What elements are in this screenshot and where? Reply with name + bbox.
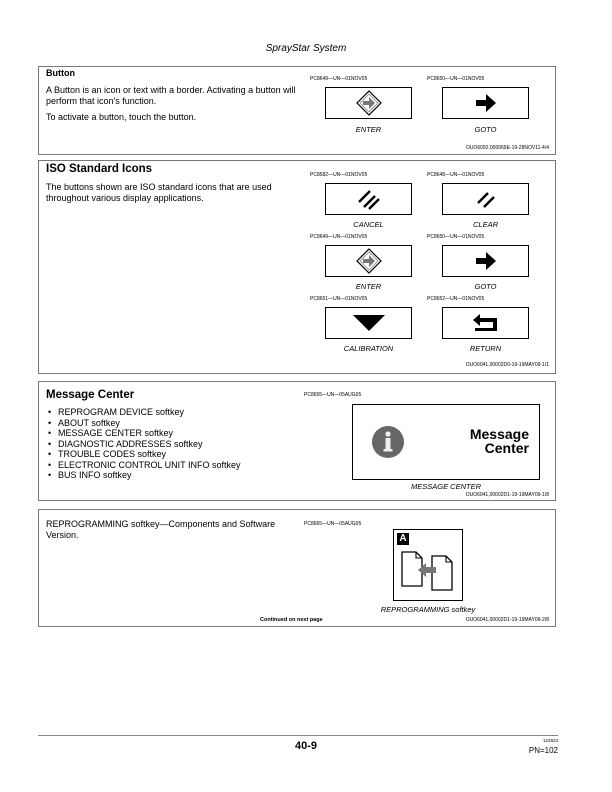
list-item: • TROUBLE CODES softkey (46, 449, 296, 460)
reference-code: OUO6041,00002D0-19-19MAY09-1/1 (465, 362, 549, 368)
section-paragraph: REPROGRAMMING softkey—Components and Software Version. (46, 519, 276, 540)
reference-code: OUO6041,00002D1-19-19MAY09-1/8 (465, 492, 549, 498)
figure-caption: RETURN (469, 344, 502, 353)
goto-button[interactable] (442, 87, 529, 119)
figure-caption: CALIBRATION (343, 344, 394, 353)
enter-diamond-arrow-icon (356, 248, 382, 274)
figure-caption: REPROGRAMMING softkey (380, 605, 476, 614)
reprogramming-softkey[interactable] (393, 529, 463, 601)
single-slash-icon (474, 187, 498, 211)
figure-caption: ENTER (355, 282, 382, 291)
enter-button[interactable] (325, 87, 412, 119)
figure-code: PC8649—UN—01NOV05 (310, 76, 368, 82)
badge-a: A (397, 533, 409, 545)
message-center-label: Message (469, 426, 529, 442)
reprogramming-section (38, 509, 556, 627)
info-circle-icon (371, 425, 405, 459)
enter-button[interactable] (325, 245, 412, 277)
message-center-button[interactable] (352, 404, 540, 480)
part-number: PN=102 (528, 746, 558, 755)
reprogramming-documents-icon (398, 546, 458, 598)
list-item: • ABOUT softkey (46, 418, 296, 429)
reference-code: OUO6092,000069E-19-28NOV11-4/4 (465, 145, 549, 151)
list-item: • BUS INFO softkey (46, 470, 296, 481)
button-section (38, 66, 556, 155)
figure-caption: GOTO (474, 282, 497, 291)
list-item: • REPROGRAM DEVICE softkey (46, 407, 296, 418)
page-header-title: SprayStar System (265, 43, 347, 54)
reference-code: OUO6041,00002D1-19-19MAY09-2/8 (465, 617, 549, 623)
section-title: Message Center (46, 389, 135, 401)
footer-rule (38, 735, 558, 736)
softkey-list (46, 407, 296, 481)
section-title: Button (46, 68, 75, 78)
list-item: • ELECTRONIC CONTROL UNIT INFO softkey (46, 460, 296, 471)
figure-caption: GOTO (474, 125, 497, 134)
goto-button[interactable] (442, 245, 529, 277)
return-button[interactable] (442, 307, 529, 339)
list-item: • DIAGNOSTIC ADDRESSES softkey (46, 439, 296, 450)
figure-caption: CLEAR (472, 220, 498, 229)
section-paragraph: To activate a button, touch the button. (46, 112, 197, 122)
list-item: • MESSAGE CENTER softkey (46, 428, 296, 439)
iso-icons-section (38, 160, 556, 374)
figure-code: PC8651—UN—01NOV05 (310, 296, 368, 302)
figure-code: PC8649—UN—01NOV05 (310, 234, 368, 240)
cancel-button[interactable] (325, 183, 412, 215)
figure-code: PC8655—UN—05AUG05 (304, 392, 362, 398)
figure-code: PC8650—UN—01NOV05 (427, 76, 485, 82)
figure-caption: ENTER (355, 125, 382, 134)
figure-caption: MESSAGE CENTER (410, 482, 481, 491)
page-number: 40-9 (294, 740, 318, 752)
down-triangle-icon (352, 314, 386, 332)
figure-code: PC8652—UN—01NOV05 (427, 296, 485, 302)
figure-code: PC8648—UN—01NOV05 (427, 172, 485, 178)
return-arrow-icon (471, 312, 501, 334)
clear-button[interactable] (442, 183, 529, 215)
section-paragraph: A Button is an icon or text with a border. Activating a button will perform that icon's function. (46, 85, 296, 106)
message-center-section (38, 381, 556, 501)
figure-code: PC8582—UN—01NOV05 (310, 172, 368, 178)
message-center-label: Center (484, 440, 529, 456)
enter-diamond-arrow-icon (356, 90, 382, 116)
calibration-button[interactable] (325, 307, 412, 339)
right-arrow-icon (474, 251, 498, 271)
figure-code: PC8665—UN—05AUG05 (304, 521, 362, 527)
figure-code: PC8650—UN—01NOV05 (427, 234, 485, 240)
continued-note: Continued on next page (260, 617, 323, 623)
section-title: ISO Standard Icons (46, 163, 153, 175)
section-paragraph: The buttons shown are ISO standard icons that are used throughout various display applications. (46, 182, 272, 203)
double-slash-icon (355, 187, 383, 211)
figure-caption: CANCEL (353, 220, 384, 229)
footer-small-code: 122823 (542, 738, 558, 743)
right-arrow-icon (474, 93, 498, 113)
